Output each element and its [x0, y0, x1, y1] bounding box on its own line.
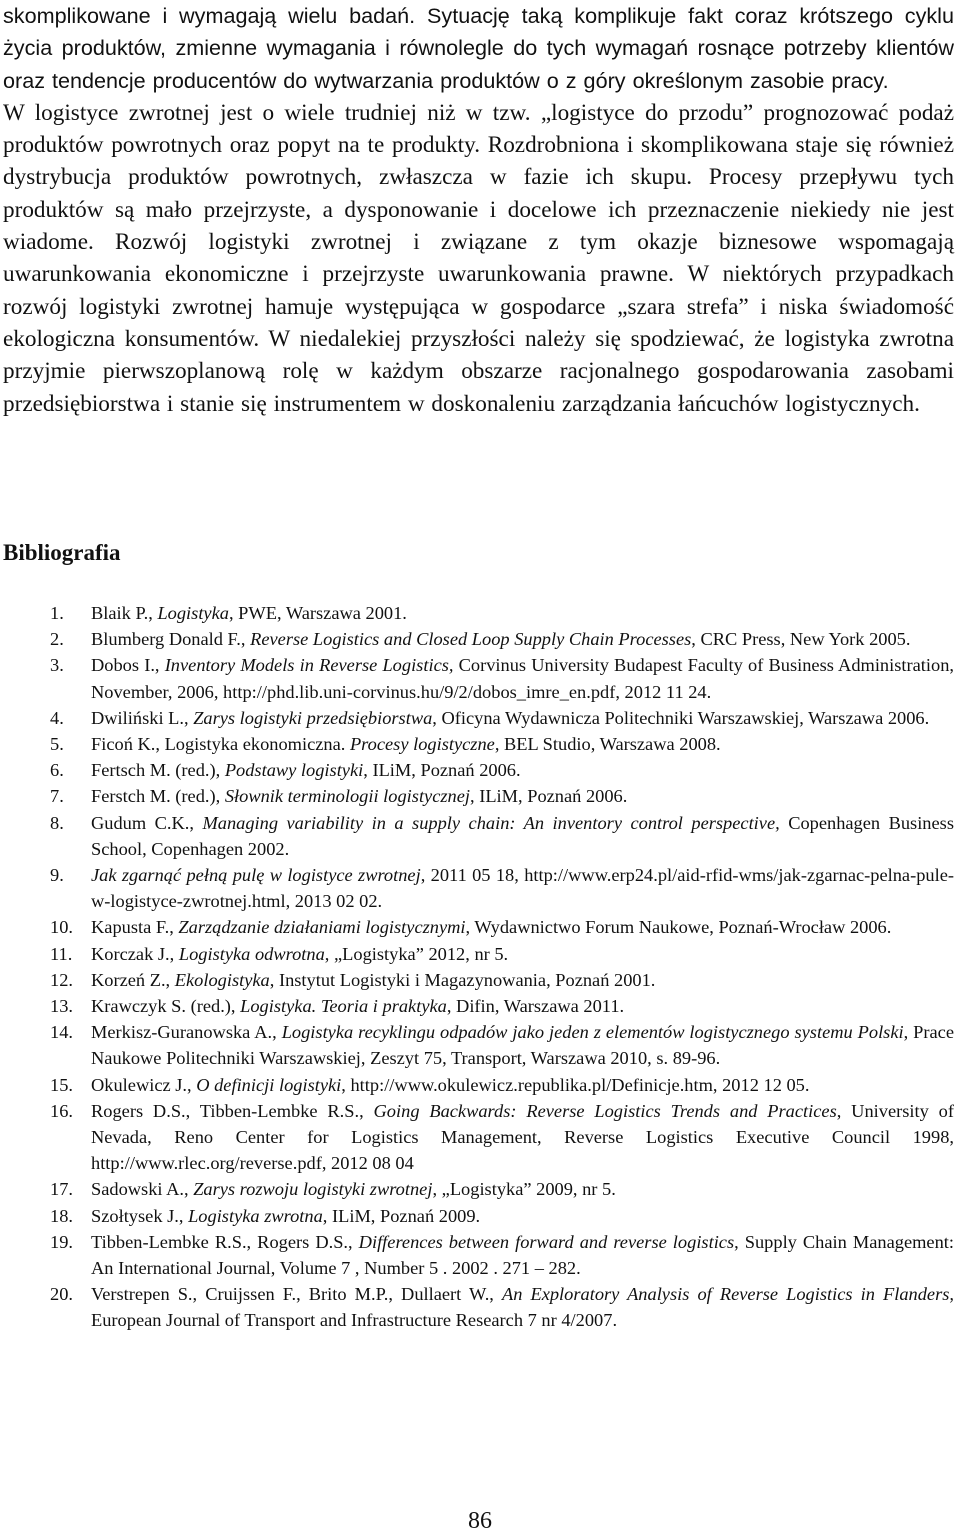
reference-number: 7.	[50, 786, 64, 807]
reference-segment: Ficoń K., Logistyka ekonomiczna.	[91, 734, 350, 755]
reference-number: 14.	[50, 1022, 73, 1043]
reference-item	[0, 757, 954, 783]
reference-title: O definicji logistyki	[196, 1074, 342, 1095]
reference-segment: , Instytut Logistyki i Magazynowania, Poznań 2001.	[269, 969, 656, 990]
reference-segment: Blumberg Donald F.,	[91, 629, 251, 650]
page-number: 86	[468, 1508, 492, 1534]
reference-segment: Dwiliński L.,	[91, 707, 194, 728]
reference-segment: , Difin, Warszawa 2011.	[446, 996, 625, 1017]
reference-item	[0, 1203, 954, 1229]
reference-segment: Ferstch M. (red.),	[91, 786, 225, 807]
reference-segment: Sadowski A.,	[91, 1179, 194, 1200]
reference-item	[0, 967, 954, 993]
reference-item	[0, 652, 954, 704]
reference-segment: Verstrepen S., Cruijssen F., Brito M.P., Dullaert W.,	[91, 1284, 502, 1305]
reference-text	[91, 705, 954, 731]
reference-number: 4.	[50, 707, 64, 728]
reference-text	[91, 967, 954, 993]
reference-text	[91, 914, 954, 940]
reference-text	[91, 600, 954, 626]
reference-segment: Kapusta F.,	[91, 917, 179, 938]
reference-segment: , http://www.okulewicz.republika.pl/Definicje.htm, 2012 12 05.	[341, 1074, 810, 1095]
bibliography-list	[0, 600, 954, 1334]
reference-segment: Copenhagen Business School, Copenhagen 2002.	[91, 812, 954, 859]
reference-title: Logistyka recyklingu odpadów jako jeden z elementów logistycznego systemu Polski	[281, 1022, 904, 1043]
reference-title: Logistyka	[157, 603, 229, 623]
reference-title: Podstawy logistyki	[224, 760, 364, 781]
reference-item	[0, 1176, 954, 1202]
reference-title: Słownik terminologii logistycznej	[224, 786, 470, 807]
reference-item	[0, 810, 954, 862]
reference-item	[0, 993, 954, 1019]
reference-number: 19.	[50, 1231, 73, 1252]
reference-text	[91, 783, 954, 809]
reference-number: 20.	[50, 1284, 73, 1305]
reference-title: Zarządzanie działaniami logistycznymi	[178, 917, 466, 938]
reference-text	[91, 1281, 954, 1333]
reference-text	[91, 652, 954, 704]
reference-item	[0, 941, 954, 967]
reference-text	[91, 862, 954, 914]
reference-text	[91, 1098, 954, 1177]
reference-number: 13.	[50, 996, 73, 1017]
reference-item	[0, 1098, 954, 1177]
reference-segment: Okulewicz J.,	[91, 1074, 197, 1095]
bibliography-heading: Bibliografia	[3, 540, 121, 565]
reference-text	[91, 1203, 954, 1229]
reference-segment: Tibben-Lembke R.S., Rogers D.S.,	[91, 1231, 359, 1252]
reference-title: Inventory Models in Reverse Logistics,	[164, 655, 454, 676]
reference-number: 18.	[50, 1205, 73, 1226]
reference-item	[0, 1019, 954, 1071]
reference-item	[0, 914, 954, 940]
reference-number: 1.	[50, 603, 64, 623]
reference-number: 17.	[50, 1179, 73, 1200]
reference-segment: Gudum C.K.,	[91, 812, 203, 833]
reference-segment: , Wydawnictwo Forum Naukowe, Poznań-Wrocław 2006.	[465, 917, 892, 938]
reference-text	[91, 993, 954, 1019]
reference-text	[91, 1176, 954, 1202]
reference-item	[0, 783, 954, 809]
reference-item	[0, 1229, 954, 1281]
reference-segment: , CRC Press, New York 2005.	[691, 629, 911, 650]
reference-title: Managing variability in a supply chain: An inventory control perspective,	[202, 812, 780, 833]
reference-segment: , University of Nevada, Reno Center for Logistics Management, Reverse Logistics Executive Council 1998, http://www.rlec.org/reverse.pdf, 2012 08 04	[91, 1100, 954, 1174]
reference-text	[91, 1072, 954, 1098]
reference-number: 12.	[50, 969, 73, 990]
reference-number: 6.	[50, 760, 64, 781]
reference-text	[91, 810, 954, 862]
reference-segment: Blaik P.,	[91, 603, 158, 623]
reference-text	[91, 626, 954, 652]
reference-segment: Merkisz-Guranowska A.,	[91, 1022, 282, 1043]
reference-title: Logistyka zwrotna	[188, 1205, 323, 1226]
reference-item	[0, 862, 954, 914]
reference-title: Logistyka odwrotna	[178, 943, 325, 964]
reference-number: 2.	[50, 629, 64, 650]
reference-segment: Korczak J.,	[91, 943, 179, 964]
reference-title: Zarys rozwoju logistyki zwrotnej	[193, 1179, 433, 1200]
reference-number: 10.	[50, 917, 73, 938]
reference-number: 16.	[50, 1100, 73, 1121]
reference-number: 5.	[50, 734, 64, 755]
reference-title: Going Backwards: Reverse Logistics Trends and Practices	[373, 1100, 837, 1121]
reference-number: 9.	[50, 865, 64, 886]
reference-segment: Rogers D.S., Tibben-Lembke R.S.,	[91, 1100, 374, 1121]
reference-segment: Korzeń Z.,	[91, 969, 175, 990]
reference-number: 15.	[50, 1074, 73, 1095]
reference-item	[0, 1072, 954, 1098]
reference-item	[0, 705, 954, 731]
reference-title: Differences between forward and reverse logistics	[358, 1231, 735, 1252]
reference-title: Jak zgarnąć pełną pulę w logistyce zwrotnej	[91, 865, 421, 886]
reference-segment: , PWE, Warszawa 2001.	[228, 603, 407, 623]
reference-title: An Exploratory Analysis of Reverse Logistics in Flanders,	[501, 1284, 954, 1305]
reference-item	[0, 600, 954, 626]
reference-title: Procesy logistyczne	[349, 734, 495, 755]
reference-item	[0, 1281, 954, 1333]
body-text	[0, 0, 954, 420]
reference-segment: Dobos I.,	[91, 655, 165, 676]
reference-segment: Corvinus University Budapest Faculty of Business Administration, November, 2006, http://phd.lib.uni-corvinus.hu/9/2/dobos_imre_en.pdf, 2012 11 24.	[91, 655, 954, 702]
reference-segment: , Supply Chain Management: An International Journal, Volume 7 , Number 5 . 2002 . 271 – 282.	[91, 1231, 954, 1279]
reference-segment: Krawczyk S. (red.),	[91, 996, 241, 1017]
paragraph-1: skomplikowane i wymagają wielu badań. Sytuację taką komplikuje fakt coraz krótszego cyklu życia produktów, zmienne wymagania i równolegle do tych wymagań rosnące potrzeby klientów oraz tendencje producentów do wytwarzania produktów o z góry określonym zasobie pracy.	[3, 3, 954, 93]
reference-item	[0, 626, 954, 652]
reference-text	[91, 1019, 954, 1071]
reference-segment: Szołtysek J.,	[91, 1205, 189, 1226]
reference-title: Logistyka. Teoria i praktyka	[240, 996, 447, 1017]
reference-title: Zarys logistyki przedsiębiorstwa	[193, 707, 433, 728]
reference-title: Reverse Logistics and Closed Loop Supply Chain Processes	[250, 629, 692, 650]
reference-segment: , „Logistyka” 2012, nr 5.	[324, 943, 509, 964]
reference-segment: , ILiM, Poznań 2006.	[363, 760, 521, 781]
reference-number: 11.	[50, 943, 73, 964]
reference-text	[91, 941, 954, 967]
reference-segment: Fertsch M. (red.),	[91, 760, 225, 781]
reference-text	[91, 1229, 954, 1281]
reference-item	[0, 731, 954, 757]
reference-number: 3.	[50, 655, 64, 676]
reference-title: Ekologistyka	[174, 969, 270, 990]
reference-segment: European Journal of Transport and Infrastructure Research 7 nr 4/2007.	[91, 1310, 618, 1331]
reference-segment: , ILiM, Poznań 2006.	[470, 786, 628, 807]
paragraph-2: W logistyce zwrotnej jest o wiele trudniej niż w tzw. „logistyce do przodu” prognozować podaż produktów powrotnych oraz popyt na te produkty. Rozdrobniona i skomplikowana staje się również dystrybucja produktów powrotnych, zwłaszcza w fazie ich skupu. Procesy przepływu tych produktów są mało przejrzyste, a dysponowanie i docelowe ich przeznaczenie niekiedy nie jest wiadome. Rozwój logistyki zwrotnej i związane z tym okazje biznesowe wspomagają uwarunkowania ekonomiczne i przejrzyste uwarunkowania prawne. W niektórych przypadkach rozwój logistyki zwrotnej hamuje występująca w gospodarce „szara strefa” i niska świadomość ekologiczna konsumentów. W niedalekiej przyszłości należy się spodziewać, że logistyka zwrotna przyjmie pierwszoplanową rolę w każdym obszarze racjonalnego gospodarowania zasobami przedsiębiorstwa i stanie się instrumentem w doskonaleniu zarządzania łańcuchów logistycznych.	[3, 99, 954, 417]
reference-number: 8.	[50, 812, 64, 833]
reference-text	[91, 731, 954, 757]
reference-segment: , Oficyna Wydawnicza Politechniki Warszawskiej, Warszawa 2006.	[432, 707, 930, 728]
reference-segment: , BEL Studio, Warszawa 2008.	[494, 734, 721, 755]
reference-segment: , „Logistyka” 2009, nr 5.	[432, 1179, 616, 1200]
reference-segment: , Prace Naukowe Politechniki Warszawskiej, Zeszyt 75, Transport, Warszawa 2010, s. 89-96.	[91, 1022, 955, 1069]
reference-text	[91, 757, 954, 783]
reference-segment: , ILiM, Poznań 2009.	[322, 1205, 481, 1226]
reference-segment: , 2011 05 18, http://www.erp24.pl/aid-rfid-wms/jak-zgarnac-pelna-pule-w-logistyce-zwrotnej.html, 2013 02 02.	[91, 865, 955, 912]
